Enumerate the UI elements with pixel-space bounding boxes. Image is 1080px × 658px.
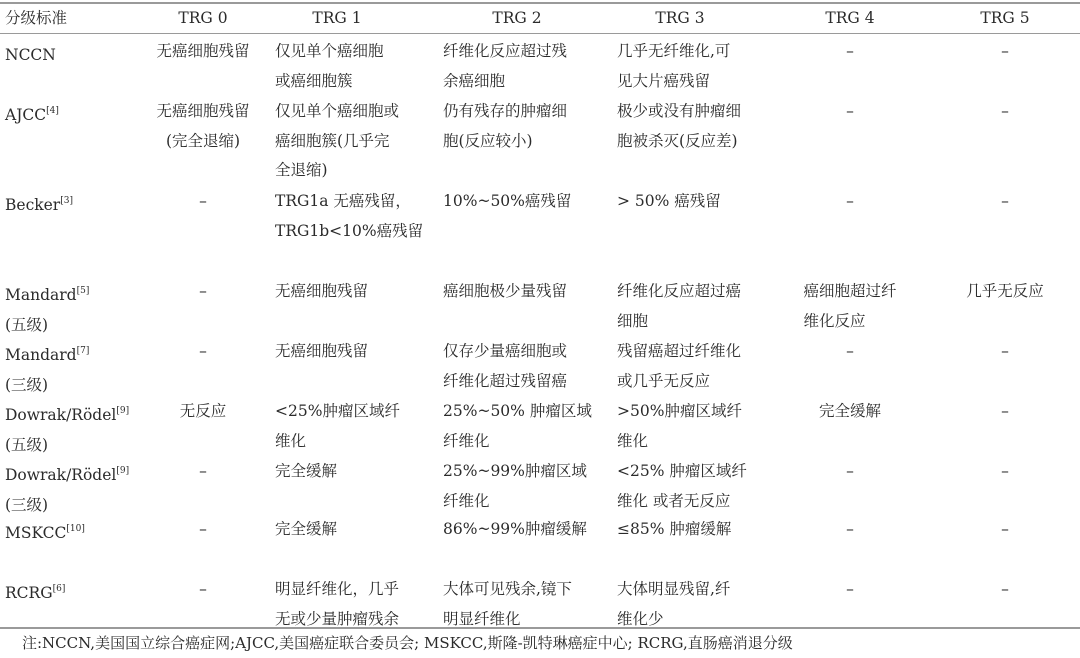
cell-trg4-text: – bbox=[846, 520, 854, 538]
cell-trg2 bbox=[443, 277, 613, 307]
cell-trg5-text: – bbox=[1001, 402, 1009, 420]
row-criteria bbox=[5, 397, 140, 460]
cell-trg4 bbox=[790, 337, 910, 367]
cell-trg2 bbox=[443, 397, 613, 456]
header-trg0: TRG 0 bbox=[178, 9, 228, 27]
cell-trg2-text: 10%~50%癌残留 bbox=[443, 192, 572, 210]
cell-trg1-text: 无癌细胞残留 bbox=[275, 282, 369, 300]
cell-trg5-text: – bbox=[1001, 462, 1009, 480]
table-note: 注:NCCN,美国国立综合癌症网;AJCC,美国癌症联合委员会; MSKCC,斯隆-凯特琳癌症中心; RCRG,直肠癌消退分级 bbox=[22, 634, 793, 652]
criteria-subtitle: (三级) bbox=[5, 375, 49, 394]
header-trg5: TRG 5 bbox=[980, 9, 1030, 27]
cell-trg3 bbox=[617, 457, 792, 516]
cell-trg0-text: 无癌细胞残留 bbox=[156, 42, 250, 60]
cell-trg4 bbox=[790, 515, 910, 545]
cell-trg1 bbox=[275, 277, 440, 307]
cell-trg3 bbox=[617, 575, 792, 634]
cell-trg5-text: – bbox=[1001, 342, 1009, 360]
cell-trg3-text: 残留癌超过纤维化 或几乎无反应 bbox=[617, 342, 742, 390]
cell-trg4-text: – bbox=[846, 462, 854, 480]
reference: [10] bbox=[66, 524, 85, 534]
cell-trg4-text: – bbox=[846, 342, 854, 360]
criteria-name: Becker bbox=[5, 196, 61, 214]
cell-trg1-text: TRG1a 无癌残留， TRG1b<10%癌残留 bbox=[275, 192, 424, 240]
cell-trg1 bbox=[275, 37, 440, 96]
row-criteria bbox=[5, 187, 140, 221]
cell-trg5 bbox=[950, 37, 1060, 67]
reference: [6] bbox=[52, 584, 66, 594]
cell-trg4 bbox=[790, 575, 910, 605]
criteria-name: AJCC bbox=[5, 106, 47, 124]
row-criteria bbox=[5, 337, 140, 400]
criteria-subtitle: (五级) bbox=[5, 435, 49, 454]
cell-trg5-text: – bbox=[1001, 192, 1009, 210]
cell-trg0 bbox=[140, 187, 266, 217]
row-criteria bbox=[5, 37, 140, 71]
cell-trg2 bbox=[443, 575, 613, 634]
cell-trg3-text: ≤85% 肿瘤缓解 bbox=[617, 520, 732, 538]
criteria-name: Dowrak/Rödel bbox=[5, 406, 117, 424]
row-criteria bbox=[5, 575, 140, 609]
cell-trg1-text: 完全缓解 bbox=[275, 520, 338, 538]
cell-trg2 bbox=[443, 37, 613, 96]
cell-trg1 bbox=[275, 397, 440, 456]
cell-trg1-text: 完全缓解 bbox=[275, 462, 338, 480]
cell-trg0 bbox=[140, 37, 266, 67]
cell-trg0-text: – bbox=[199, 192, 207, 210]
header-trg2: TRG 2 bbox=[492, 9, 542, 27]
row-criteria bbox=[5, 97, 140, 131]
cell-trg4-text: – bbox=[846, 42, 854, 60]
cell-trg4 bbox=[790, 277, 910, 336]
cell-trg4-text: – bbox=[846, 102, 854, 120]
cell-trg0 bbox=[140, 97, 266, 156]
row-criteria bbox=[5, 515, 140, 549]
cell-trg2 bbox=[443, 97, 613, 156]
cell-trg3 bbox=[617, 277, 792, 336]
cell-trg4-text: – bbox=[846, 192, 854, 210]
cell-trg3 bbox=[617, 515, 792, 545]
criteria-name: Mandard bbox=[5, 346, 77, 364]
cell-trg2 bbox=[443, 515, 613, 545]
cell-trg2-text: 86%~99%肿瘤缓解 bbox=[443, 520, 587, 538]
cell-trg3 bbox=[617, 37, 792, 96]
cell-trg4 bbox=[790, 97, 910, 127]
cell-trg0-text: 无癌细胞残留 (完全退缩) bbox=[156, 102, 250, 150]
cell-trg4-text: – bbox=[846, 580, 854, 598]
cell-trg5-text: – bbox=[1001, 580, 1009, 598]
reference: [9] bbox=[116, 406, 130, 416]
cell-trg3-text: <25% 肿瘤区域纤 维化 或者无反应 bbox=[617, 462, 747, 510]
cell-trg4-text: 完全缓解 bbox=[818, 402, 881, 420]
cell-trg4 bbox=[790, 397, 910, 427]
cell-trg1 bbox=[275, 97, 440, 186]
cell-trg2 bbox=[443, 187, 613, 217]
cell-trg1-text: 明显纤维化，几乎 无或少量肿瘤残余 bbox=[275, 580, 400, 628]
cell-trg1 bbox=[275, 457, 440, 487]
criteria-subtitle: (五级) bbox=[5, 315, 49, 334]
header-criteria: 分级标准 bbox=[5, 9, 68, 27]
cell-trg2-text: 仅存少量癌细胞或 纤维化超过残留癌 bbox=[443, 342, 568, 390]
header-trg3: TRG 3 bbox=[655, 9, 705, 27]
cell-trg0-text: – bbox=[199, 520, 207, 538]
cell-trg0 bbox=[140, 337, 266, 367]
cell-trg0-text: – bbox=[199, 282, 207, 300]
cell-trg3-text: > 50% 癌残留 bbox=[617, 192, 721, 210]
cell-trg2 bbox=[443, 337, 613, 396]
cell-trg2 bbox=[443, 457, 613, 516]
cell-trg3-text: >50%肿瘤区域纤 维化 bbox=[617, 402, 742, 450]
cell-trg0-text: – bbox=[199, 342, 207, 360]
cell-trg0 bbox=[140, 457, 266, 487]
cell-trg3-text: 极少或没有肿瘤细 胞被杀灭(反应差) bbox=[617, 102, 742, 150]
cell-trg2-text: 25%~99%肿瘤区域 纤维化 bbox=[443, 462, 587, 510]
cell-trg1-text: 仅见单个癌细胞 或癌细胞簇 bbox=[275, 42, 384, 90]
cell-trg3 bbox=[617, 97, 792, 156]
cell-trg5-text: – bbox=[1001, 520, 1009, 538]
cell-trg3 bbox=[617, 337, 792, 396]
cell-trg4 bbox=[790, 457, 910, 487]
cell-trg3-text: 大体明显残留,纤 维化少 bbox=[617, 580, 731, 628]
cell-trg1-text: 无癌细胞残留 bbox=[275, 342, 369, 360]
cell-trg2-text: 仍有残存的肿瘤细 胞(反应较小) bbox=[443, 102, 568, 150]
cell-trg1-text: 仅见单个癌细胞或 癌细胞簇(几乎完 全退缩) bbox=[275, 102, 400, 179]
cell-trg0-text: 无反应 bbox=[179, 402, 227, 420]
cell-trg1-text: <25%肿瘤区域纤 维化 bbox=[275, 402, 400, 450]
cell-trg4 bbox=[790, 37, 910, 67]
cell-trg0 bbox=[140, 397, 266, 427]
row-criteria bbox=[5, 457, 140, 520]
cell-trg0-text: – bbox=[199, 462, 207, 480]
reference: [4] bbox=[46, 106, 59, 116]
cell-trg2-text: 纤维化反应超过残 余癌细胞 bbox=[443, 42, 568, 90]
cell-trg5-text: 几乎无反应 bbox=[966, 282, 1044, 300]
reference: [3] bbox=[60, 196, 73, 206]
cell-trg5-text: – bbox=[1001, 42, 1009, 60]
cell-trg5 bbox=[950, 187, 1060, 217]
cell-trg3-text: 纤维化反应超过癌 细胞 bbox=[617, 282, 742, 330]
cell-trg1 bbox=[275, 337, 440, 367]
criteria-name: Dowrak/Rödel bbox=[5, 466, 117, 484]
cell-trg5 bbox=[950, 277, 1060, 307]
row-criteria bbox=[5, 277, 140, 340]
header-trg4: TRG 4 bbox=[825, 9, 875, 27]
cell-trg0 bbox=[140, 277, 266, 307]
cell-trg3-text: 几乎无纤维化,可 见大片癌残留 bbox=[617, 42, 731, 90]
criteria-subtitle: (三级) bbox=[5, 495, 49, 514]
cell-trg4 bbox=[790, 187, 910, 217]
cell-trg4-text: 癌细胞超过纤 维化反应 bbox=[803, 282, 897, 330]
reference: [7] bbox=[76, 346, 90, 356]
cell-trg3 bbox=[617, 187, 792, 217]
cell-trg0 bbox=[140, 575, 266, 605]
cell-trg5 bbox=[950, 337, 1060, 367]
criteria-name: NCCN bbox=[5, 46, 56, 64]
cell-trg5 bbox=[950, 397, 1060, 427]
cell-trg2-text: 癌细胞极少量残留 bbox=[443, 282, 568, 300]
cell-trg5 bbox=[950, 457, 1060, 487]
cell-trg0 bbox=[140, 515, 266, 545]
cell-trg1 bbox=[275, 187, 440, 246]
criteria-name: MSKCC bbox=[5, 524, 67, 542]
reference: [5] bbox=[76, 286, 90, 296]
header-rule bbox=[0, 33, 1080, 34]
criteria-name: RCRG bbox=[5, 584, 53, 602]
cell-trg3 bbox=[617, 397, 792, 456]
cell-trg0-text: – bbox=[199, 580, 207, 598]
cell-trg5 bbox=[950, 515, 1060, 545]
cell-trg5 bbox=[950, 575, 1060, 605]
cell-trg5-text: – bbox=[1001, 102, 1009, 120]
header-trg1: TRG 1 bbox=[312, 9, 362, 27]
cell-trg5 bbox=[950, 97, 1060, 127]
reference: [9] bbox=[116, 466, 130, 476]
cell-trg1 bbox=[275, 515, 440, 545]
criteria-name: Mandard bbox=[5, 286, 77, 304]
cell-trg2-text: 大体可见残余,镜下 明显纤维化 bbox=[443, 580, 572, 628]
cell-trg2-text: 25%~50% 肿瘤区域 纤维化 bbox=[443, 402, 592, 450]
cell-trg1 bbox=[275, 575, 440, 634]
